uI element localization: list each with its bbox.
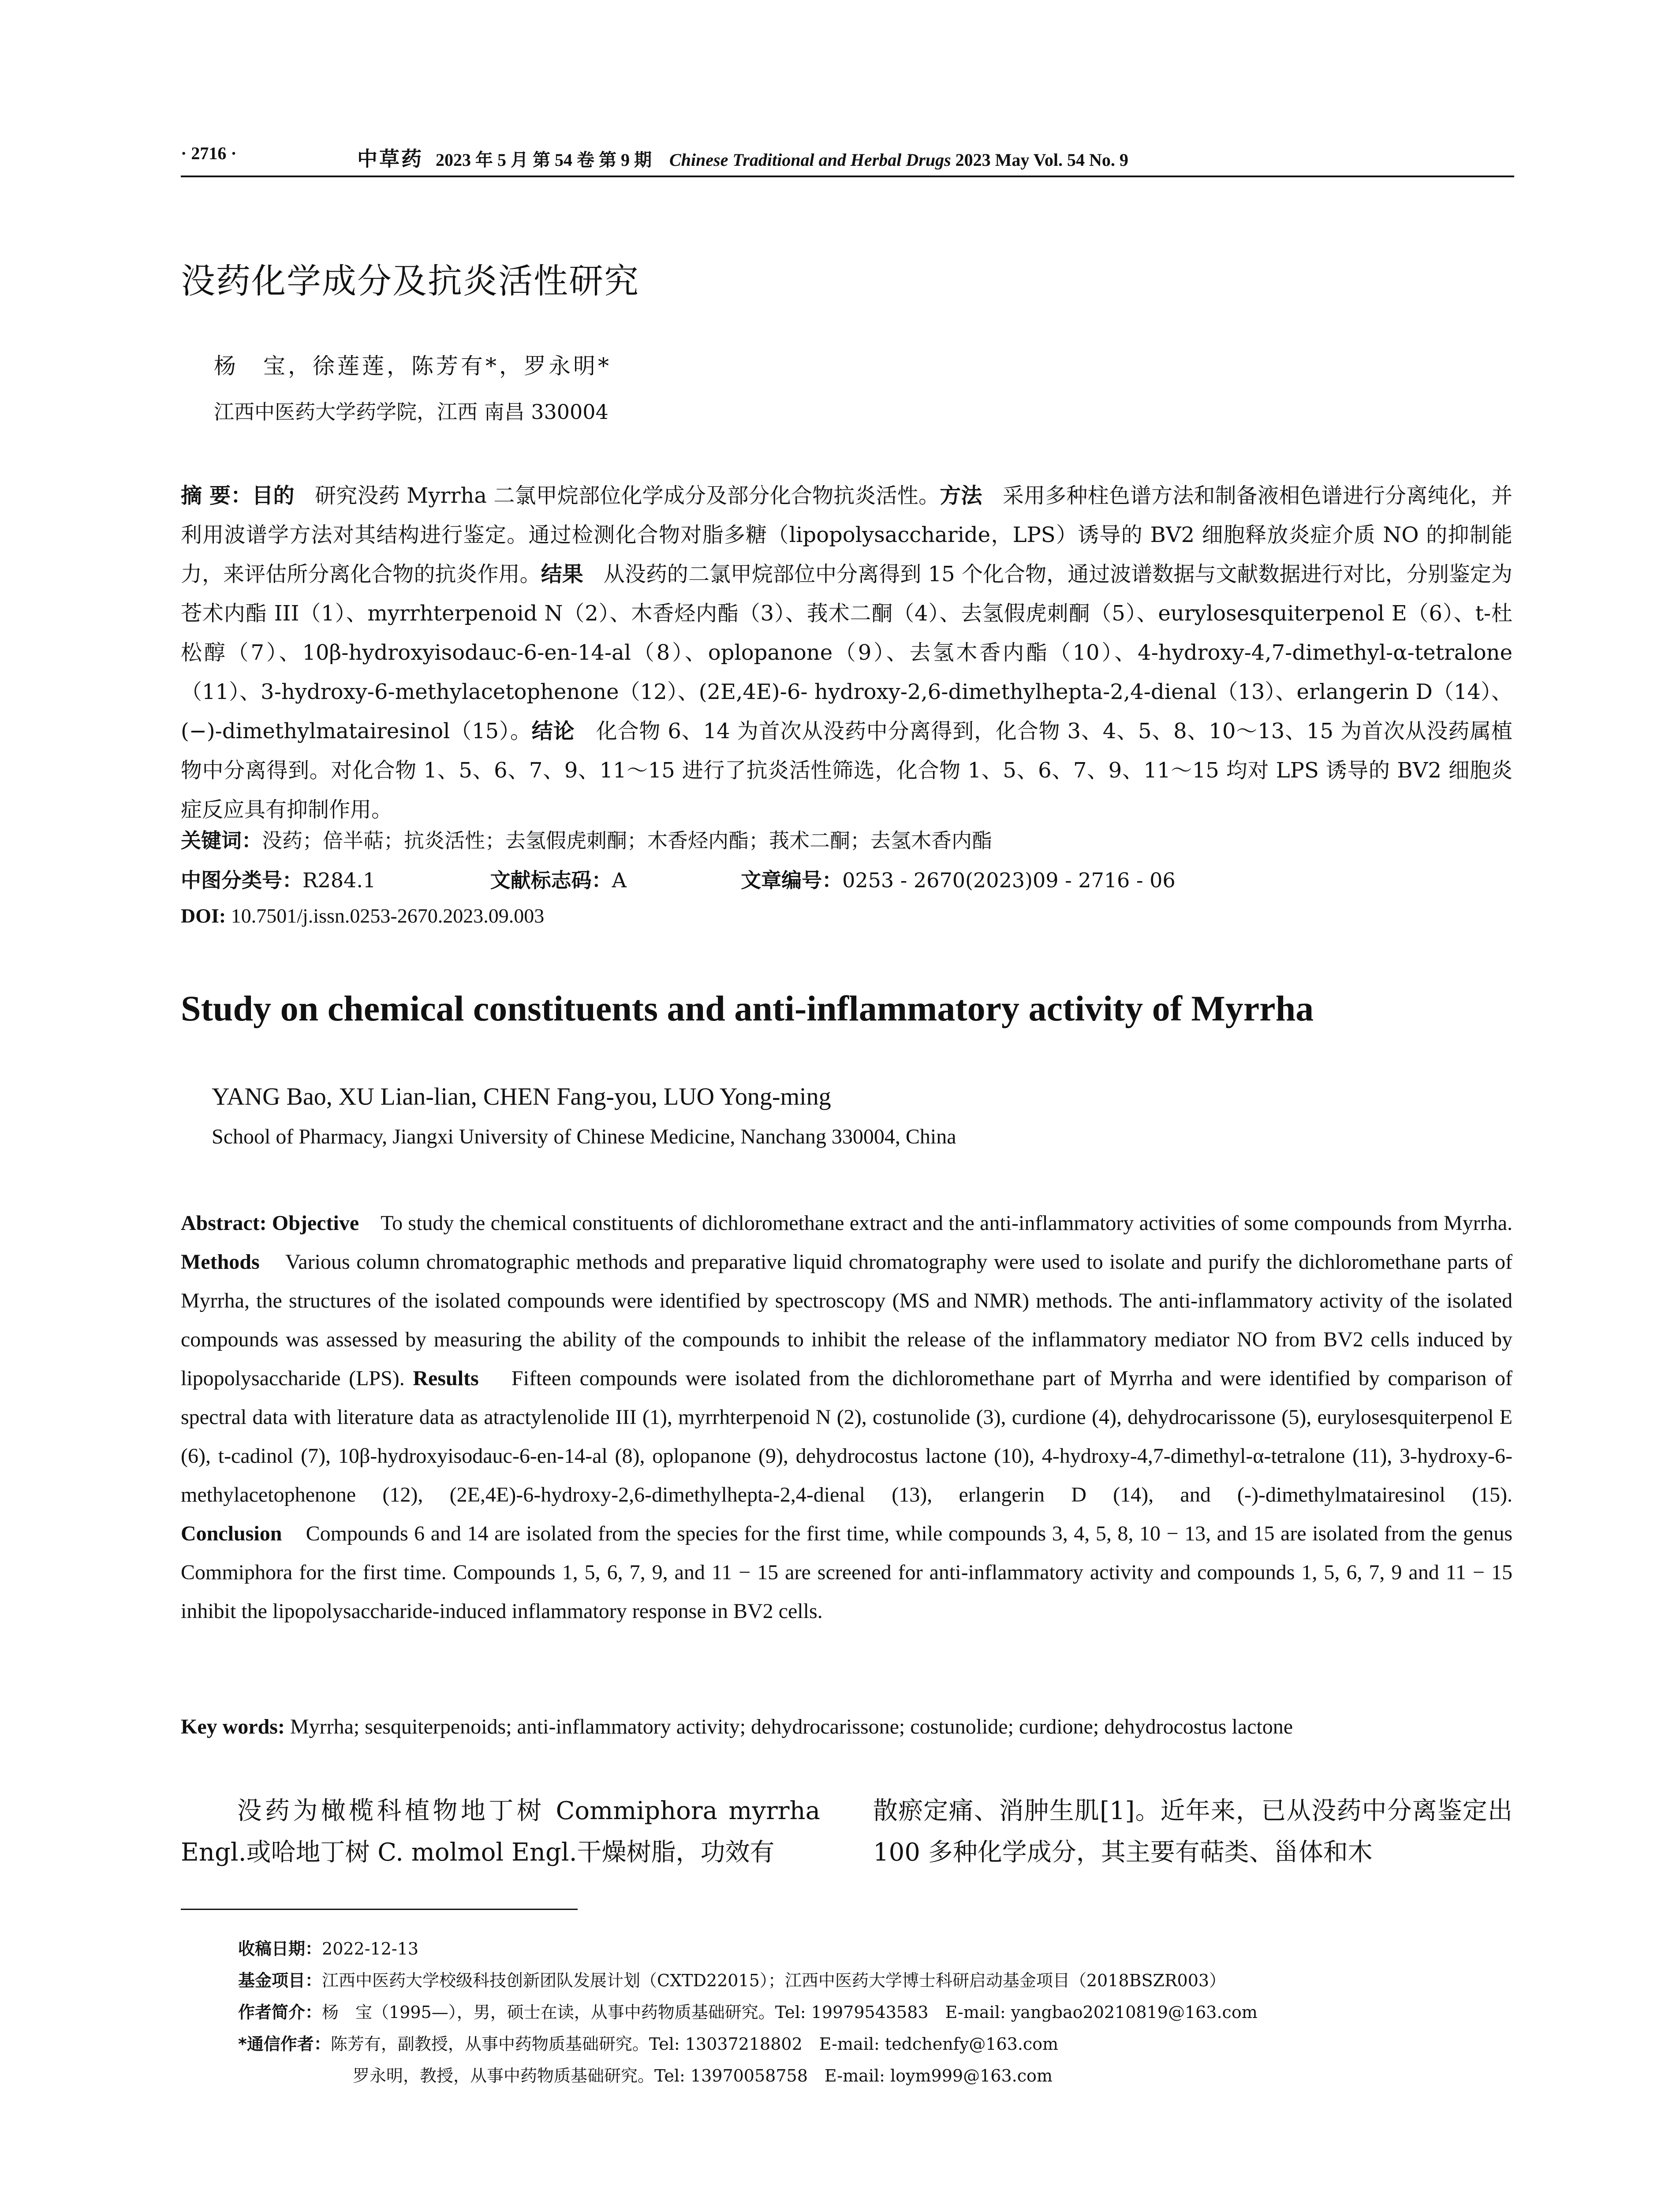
cn-classification xyxy=(181,864,1512,893)
en-methods-label: Methods xyxy=(181,1250,260,1274)
en-conclusion-text: Compounds 6 and 14 are isolated from the species for the first time, while compounds 3, 4, 5, 8, 10 − 13, and 15 are isolated from the genus Commiphora for the first time. Compounds 1, 5, 6, 7, 9, and 11 − 15 are screened for anti-inflammatory activity and compounds 1, 5, 6, 7, 9 and 11 − 15 inhibit the lipopolysaccharide-induced inflammatory response in BV2 cells. xyxy=(181,1522,1513,1623)
received-date: 2022-12-13 xyxy=(322,1939,419,1958)
cn-abstract-label: 摘 要： xyxy=(181,483,252,508)
doc-code-value: A xyxy=(612,868,627,892)
body-left-column xyxy=(181,1790,820,1873)
en-affiliation: School of Pharmacy, Jiangxi University of Chinese Medicine, Nanchang 330004, China xyxy=(212,1125,956,1148)
en-title: Study on chemical constituents and anti-inflammatory activity of Myrrha xyxy=(181,988,1314,1028)
running-header xyxy=(181,140,1512,171)
fund-text: 江西中医药大学校级科技创新团队发展计划（CXTD22015）；江西中医药大学博士科研启动基金项目（2018BSZR003） xyxy=(322,1971,1226,1990)
received-label: 收稿日期： xyxy=(238,1939,322,1958)
footnote-received xyxy=(238,1935,418,1959)
cn-methods-label: 方法 xyxy=(940,483,982,508)
cn-keywords-text: 没药；倍半萜；抗炎活性；去氢假虎刺酮；木香烃内酯；莪术二酮；去氢木香内酯 xyxy=(262,829,992,852)
en-results-text: Fifteen compounds were isolated from the dichloromethane part of Myrrha and were identified by comparison of spectral data with literature data as atractylenolide III (1), myrrhterpenoid N (2), costunolide (3), curdione (4), dehydrocarissone (5), eurylosesquiterpenol E (6), t-cadinol (7), 10β-hydroxyisodauc-6-en-14-al (8), oplopanone (9), dehydrocostus lactone (10), 4-hydroxy-4,7-dimethyl-α-tetralone (11), 3-hydroxy-6-methylacetophenone (12), (2E,4E)-6-hydroxy-2,6-dimethylhepta-2,4-dienal (13), erlangerin D (14), and (-)-dimethylmatairesinol (15). xyxy=(181,1367,1513,1506)
doc-code-label: 文献标志码： xyxy=(490,868,612,892)
journal-name-en: Chinese Traditional and Herbal Drugs xyxy=(669,150,951,170)
cn-keywords-label: 关键词： xyxy=(181,829,262,852)
page-number: · 2716 · xyxy=(181,143,237,163)
cn-keywords xyxy=(181,825,1512,854)
en-keywords xyxy=(181,1715,1512,1739)
footnote-corresponding xyxy=(238,2030,1058,2055)
doi-label: DOI: xyxy=(181,904,226,927)
corr-text-1: 陈芳有，副教授，从事中药物质基础研究。Tel: 13037218802 E-mail: tedchenfy@163.com xyxy=(330,2034,1059,2054)
cn-conclusion-text: 化合物 6、14 为首次从没药中分离得到，化合物 3、4、5、8、10～13、15 为首次从没药属植物中分离得到。对化合物 1、5、6、7、9、11～15 进行了抗炎活性筛选，化合物 1、5、6、7、9、11～15 均对 LPS 诱导的 BV2 细胞炎症反应具有抑制作用。 xyxy=(181,719,1512,822)
cn-conclusion-label: 结论 xyxy=(531,719,575,744)
article-no-label: 文章编号： xyxy=(741,868,843,892)
article-no-value: 0253 - 2670(2023)09 - 2716 - 06 xyxy=(842,868,1176,892)
footnote-corresponding-2 xyxy=(353,2062,1053,2086)
en-objective-label: Objective xyxy=(272,1211,359,1235)
body-right-column xyxy=(873,1790,1512,1873)
en-abstract-label: Abstract: xyxy=(181,1211,267,1235)
cn-objective-label: 目的 xyxy=(252,483,295,508)
en-results-label: Results xyxy=(413,1367,479,1390)
doi-line xyxy=(181,904,1512,927)
body-right-text: 散瘀定痛、消肿生肌[1]。近年来，已从没药中分离鉴定出 100 多种化学成分，其主要有萜类、甾体和木 xyxy=(873,1797,1512,1867)
fund-label: 基金项目： xyxy=(238,1971,322,1990)
en-conclusion-label: Conclusion xyxy=(181,1522,282,1545)
cn-authors: 杨 宝，徐莲莲，陈芳有*，罗永明* xyxy=(214,353,612,379)
journal-date-en: 2023 May Vol. 54 No. 9 xyxy=(955,150,1128,170)
en-keywords-label: Key words: xyxy=(181,1715,285,1738)
en-methods-text: Various column chromatographic methods and preparative liquid chromatography were used to isolate and purify the dichloromethane parts of Myrrha, the structures of the isolated compounds were identified by spectroscopy (MS and NMR) methods. The anti-inflammatory activity of the isolated compounds was assessed by measuring the ability of the compounds to inhibit the release of the inflammatory mediator NO from BV2 cells induced by lipopolysaccharide (LPS). xyxy=(181,1250,1513,1390)
doi-value: 10.7501/j.issn.0253-2670.2023.09.003 xyxy=(231,904,545,927)
journal-info xyxy=(357,143,1128,172)
bio-label: 作者简介： xyxy=(238,2003,322,2022)
journal-brand: 中草药 xyxy=(357,147,423,171)
cn-abstract xyxy=(181,476,1512,830)
clc-value: R284.1 xyxy=(302,868,376,892)
cn-title: 没药化学成分及抗炎活性研究 xyxy=(181,262,640,301)
bio-text: 杨 宝（1995—），男，硕士在读，从事中药物质基础研究。Tel: 19979543583 E-mail: yangbao20210819@163.com xyxy=(322,2003,1258,2022)
clc-label: 中图分类号： xyxy=(181,868,302,892)
body-left-text: 没药为橄榄科植物地丁树 Commiphora myrrha Engl.或哈地丁树 C. molmol Engl.干燥树脂，功效有 xyxy=(181,1797,820,1867)
cn-affiliation: 江西中医药大学药学院，江西 南昌 330004 xyxy=(214,400,609,424)
en-objective-text: To study the chemical constituents of dichloromethane extract and the anti-inflammatory activities of some compounds from Myrrha. xyxy=(381,1211,1512,1235)
corr-text-2: 罗永明，教授，从事中药物质基础研究。Tel: 13970058758 E-mail: loym999@163.com xyxy=(353,2066,1053,2085)
footnote-fund xyxy=(238,1967,1226,1991)
journal-date-cn: 2023 年 5 月 第 54 卷 第 9 期 xyxy=(436,150,652,170)
footnote-rule xyxy=(181,1909,578,1910)
en-authors: YANG Bao, XU Lian-lian, CHEN Fang-you, LUO Yong-ming xyxy=(212,1083,831,1110)
en-keywords-text: Myrrha; sesquiterpenoids; anti-inflammatory activity; dehydrocarissone; costunolide; curdione; dehydrocostus lactone xyxy=(290,1715,1293,1738)
corr-label: *通信作者： xyxy=(238,2034,331,2054)
cn-objective-text: 研究没药 Myrrha 二氯甲烷部位化学成分及部分化合物抗炎活性。 xyxy=(315,483,940,508)
cn-results-label: 结果 xyxy=(541,562,583,587)
cn-results-text: 从没药的二氯甲烷部位中分离得到 15 个化合物，通过波谱数据与文献数据进行对比，分别鉴定为苍术内酯 III（1）、myrrhterpenoid N（2）、木香烃内酯（3）、莪术二酮（4）、去氢假虎刺酮（5）、eurylosesquiterpenol E（6）、t-杜松醇（7）、10β-hydroxyisodauc-6-en-14-al（8）、oplopanone（9）、去氢木香内酯（10）、4-hydroxy-4,7-dimethyl-α-tetralone（11）、3-hydroxy-6-methylacetophenone（12）、(2E,4E)-6- hydroxy-2,6-dimethylhepta-2,4-dienal（13）、erlangerin D（14）、(−)-dimethylmatairesinol（15）。 xyxy=(181,562,1512,744)
header-rule xyxy=(181,176,1514,177)
footnote-author-bio xyxy=(238,1999,1258,2023)
cn-methods-text: 采用多种柱色谱方法和制备液相色谱进行分离纯化，并利用波谱学方法对其结构进行鉴定。通过检测化合物对脂多糖（lipopolysaccharide，LPS）诱导的 BV2 细胞释放炎症介质 NO 的抑制能力，来评估所分离化合物的抗炎作用。 xyxy=(181,483,1512,587)
en-abstract xyxy=(181,1204,1512,1631)
